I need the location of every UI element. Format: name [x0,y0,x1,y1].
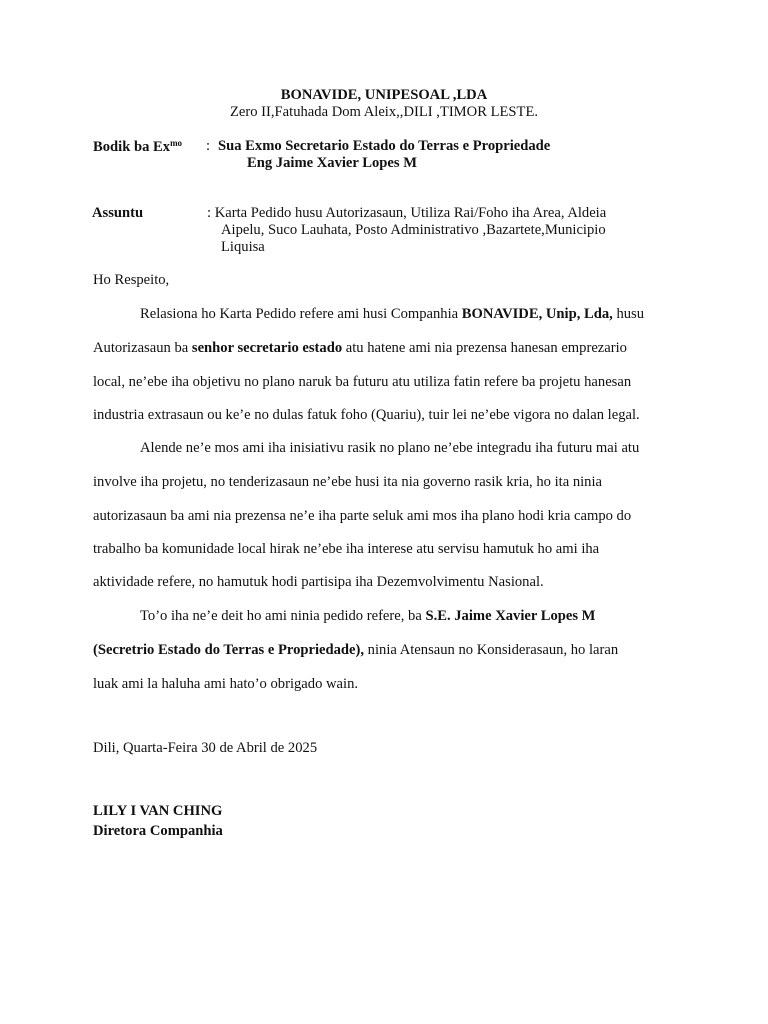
para1-line-2-c: atu hatene ami nia prezensa hanesan emprezario [342,340,627,356]
signatory-name [93,803,222,820]
signatory-title-text: Diretora Companhia [93,823,223,839]
para2-line-2: involve iha projetu, no tenderizasaun ne’ebe husi ita nia governo rasik kria, ho ita ninia [93,474,602,490]
para3-line-1-a: To’o iha ne’e deit ho ami ninia pedido refere, ba [140,608,426,624]
company-name-inline: BONAVIDE, Unip, Lda, [461,306,613,322]
subject-line-1: : Karta Pedido husu Autorizasaun, Utiliza Rai/Foho iha Area, Aldeia [207,205,607,221]
company-address: Zero II,Fatuhada Dom Aleix,,DILI ,TIMOR LESTE. [229,104,539,120]
para2-line-3: autorizasaun ba ami nia prezensa ne’e iha parte seluk ami mos iha plano hodi kria campo do [93,508,632,524]
para1-line-2 [93,340,627,357]
addressee-inline: S.E. Jaime Xavier Lopes M [425,608,596,624]
para1-line-1 [140,306,644,323]
para3-line-2 [93,642,618,659]
para3-line-2-b: ninia Atensaun no Konsiderasaun, ho laran [364,642,619,658]
signatory-title [93,823,223,840]
company-name-text: BONAVIDE, UNIPESOAL ,LDA [280,87,488,103]
greeting: Ho Respeito, [93,272,170,288]
para1-line-2-a: Autorizasaun ba [93,340,192,356]
para3-line-1 [140,608,595,625]
recipient-label-sup: mo [170,138,183,148]
para2-line-4: trabalho ba komunidade local hirak ne’ebe iha interese atu servisu hamutuk ho ami iha [93,541,600,557]
para2-line-5: aktividade refere, no hamutuk hodi partisipa iha Dezemvolvimentu Nasional. [93,574,544,590]
para3-line-3: luak ami la haluha ami hato’o obrigado wain. [93,676,359,692]
recipient-label [93,138,182,156]
para1-line-1-a: Relasiona ho Karta Pedido refere ami husi Companhia [140,306,462,322]
secretary-inline: senhor secretario estado [191,340,343,356]
recipient-line-2 [247,155,417,172]
place-date: Dili, Quarta-Feira 30 de Abril de 2025 [93,740,318,756]
para1-line-4: industria extrasaun ou ke’e no dulas fatuk foho (Quariu), tuir lei ne’ebe vigora no dalan legal. [93,407,640,423]
subject-line-3: Liquisa [221,239,265,255]
signatory-name-text: LILY I VAN CHING [93,803,223,819]
addressee-title-inline: (Secretrio Estado do Terras e Propriedade), [93,642,365,658]
recipient-label-text: Bodik ba Ex [93,139,171,155]
subject-label-text: Assuntu [92,205,144,221]
para1-line-3: local, ne’ebe iha objetivu no plano naruk ba futuru atu utiliza fatin refere ba projetu hanesan [93,374,632,390]
company-name [0,87,768,104]
subject-label [92,205,143,222]
recipient-line-1 [218,138,550,155]
para2-line-1: Alende ne’e mos ami iha inisiativu rasik no plano ne’ebe integradu iha futuru mai atu [140,440,640,456]
recipient-colon: : [206,138,211,154]
subject-line-2: Aipelu, Suco Lauhata, Posto Administrativo ,Bazartete,Municipio [221,222,606,238]
recipient-line-2-text: Eng Jaime Xavier Lopes M [247,155,417,171]
para1-line-1-c: husu [612,306,645,322]
recipient-line-1-text: Sua Exmo Secretario Estado do Terras e Propriedade [218,138,551,154]
